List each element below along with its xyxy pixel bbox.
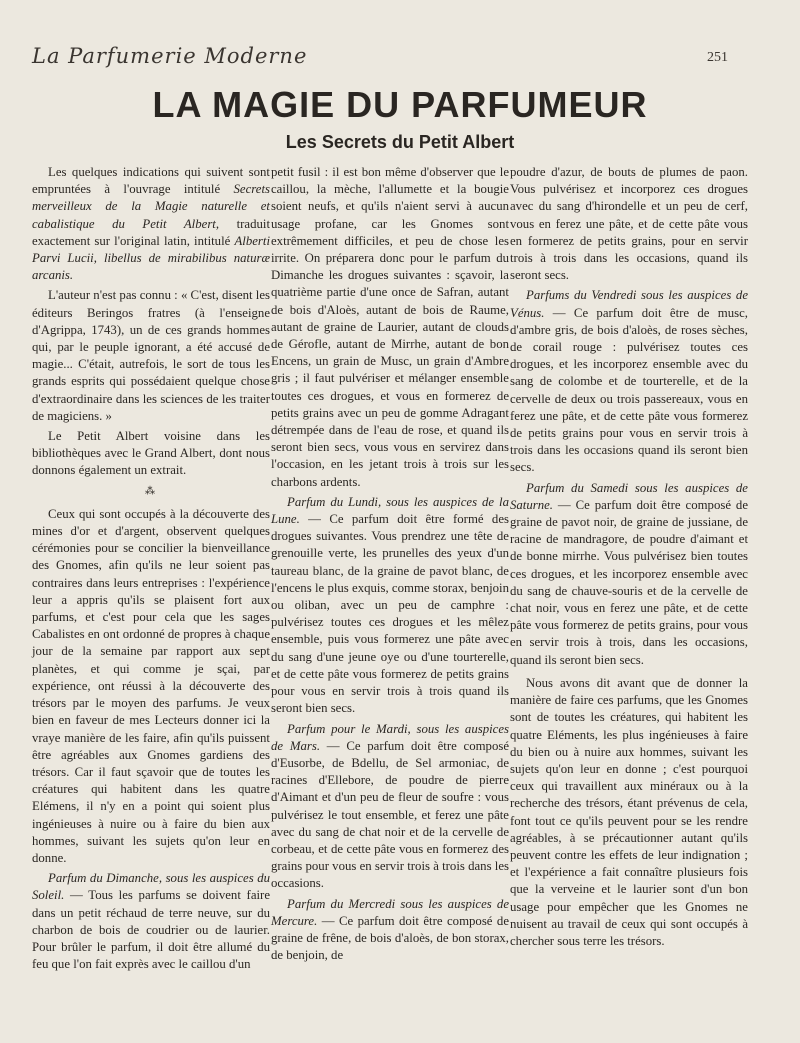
column-2 (271, 164, 509, 967)
paragraph-lead: Parfum du Dimanche, sous les auspices du Soleil. (32, 871, 270, 903)
article-title: LA MAGIE DU PARFUMEUR (152, 84, 648, 125)
text: — Ce parfum doit être composé de graine de frêne, de bois d'aloès, de bon storax, de benjoin, de (271, 913, 509, 963)
latin-title: Alberti Parvi Lucii, libellus de mirabilibus naturæ arcanis. (32, 233, 270, 283)
paragraph: L'auteur n'est pas connu : « C'est, disent les éditeurs Beringos fratres (à l'enseigne d'Agrippa, 1743), un de ces grands hommes qui, par le peuple ignorant, a été accusé de magie... C'était, autrefois, le sort de tous les grands esprits qui possédaient quelque chose d'extraordinaire dans les sciences de les traiter de magiciens. » (32, 288, 270, 423)
text: — Tous les parfums se doivent faire dans un petit réchaud de terre neuve, sur du charbon de bois de coudrier ou de laurier. Pour brûler le parfum, il doit être allumé du feu que l'on fait exprès avec le caillou d'un (32, 888, 270, 972)
article-subtitle: Les Secrets du Petit Albert (285, 132, 515, 152)
running-head: La Parfumerie Moderne (32, 44, 308, 68)
paragraph-lead: Parfum du Lundi, sous les auspices de la Lune. (271, 494, 509, 527)
paragraph: poudre d'azur, de bouts de plumes de paon. Vous pulvérisez et incorporez ces drogues avec du sang d'hirondelle et un peu de cerf, vous en ferez une pâte, et de cette pâte vous en formerez de petits grains, pour en servir trois à trois dans les occasions, quand ils seront secs. (510, 165, 748, 283)
text: Les quelques indications qui suivent sont empruntées à l'ouvrage intitulé (32, 165, 270, 197)
paragraph-lead: Parfum pour le Mardi, sous les auspices de Mars. (271, 721, 509, 753)
paragraph: petit fusil : il est bon même d'observer que le caillou, la mèche, l'allumette et la bougie soient neufs, et qu'ils n'aient servi à aucun usage profane, car les Gnomes sont extrêmement difficiles, et peu de chose les irrite. On préparera donc pour le parfum du Dimanche les drogues suivantes : sçavoir, la quatrième partie d'une once de Safran, autant de bois d'Aloès, autant de bois de Raume, autant de graine de Laurier, autant de clouds de Gérofle, autant de Mirrhe, autant de bon Encens, un grain de Musc, un grain d'Ambre gris ; il faut pulvériser et mélanger ensemble toutes ces drogues, et vous en formerez de petits grains avec un peu de gomme Adragant détrempée dans de l'eau de rose, et quand ils seront bien secs, vous vous en servirez dans l'occasion, en les jetant trois à trois sur les charbons ardents. (271, 165, 509, 489)
paragraph: Ceux qui sont occupés à la découverte des mines d'or et d'argent, observent quelques cérémonies pour se concilier la bienveillance des Gnomes, afin qu'ils ne leur soient pas contraires dans leurs entreprises : l'expérience leur a appris qu'ils se plaisent fort aux parfums, et c'est pour cela que les sages Cabalistes en ont ordonné de propres à chaque jour de la semaine par rapport aux sept planètes, et qui comme je sçai, par expérience, ont réussi à la découverte des trésors par le moyen des parfums. Je veux bien en faveur de mes Lecteurs donner ici la vraye manière de les faire, afin qu'ils puissent être agréables aux Gnomes gardiens des trésors. Car il faut sçavoir que de toutes les créatures qui habitent dans les quatre Elémens, il n'y en a point qui soient plus ingénieuses à nuire ou à faire du bien aux hommes, suivant les sujets qu'on leur en donne. (32, 506, 270, 865)
paragraph (510, 480, 748, 669)
section-separator: ⁂ (145, 485, 157, 497)
text: — Ce parfum doit être formé des drogues suivantes. Vous prendrez une tête de grenouille verte, les prunelles des yeux d'un taureau blanc, de la graine de pavot blanc, de l'encens le plus exquis, comme storax, benjoin ou oliban, avec un peu de camphre : pulvérisez toutes ces drogues et les mêlez ensemble, puis vous formerez une pâte avec du sang d'une jeune oye ou d'une tourterelle, et de cette pâte vous formerez de petits grains pour vous en servir trois à trois quand ils seront bien secs. (271, 512, 509, 716)
paragraph: Nous avons dit avant que de donner la manière de faire ces parfums, que les Gnomes sont de toutes les créatures, qui habitent les quatre Eléments, les plus ingénieuses à faire du bien ou à nuire aux hommes, suivant les sujets qu'on leur en donne ; c'est pourquoi ceux qui travaillent aux minéraux ou à la recherche des trésors, étant prévenus de cela, font tout ce qu'ils peuvent pour se les rendre agréables, à se précautionner autant qu'ils peuvent contre les effets de leur indignation ; et l'expérience a fait connaître plusieurs fois que la verveine et le laurier sont d'un bon usage pour empêcher que les Gnomes ne nuisent au travail de ceux qui sont occupés à chercher sous terre les trésors. (510, 675, 748, 948)
column-3 (510, 164, 748, 953)
paragraph (271, 494, 509, 718)
paragraph-lead: Parfum du Samedi sous les auspices de Saturne. (510, 480, 748, 512)
text: — Ce parfum doit être de musc, d'ambre gris, de bois d'aloès, de roses sèches, de corail rouge : pulvérisez toutes ces drogues, et les incorporez ensemble avec du sang de colombe et de tourterelle, et de la cervelle de deux ou trois passereaux, vous en ferez une pâte, et de cette pâte vous formerez de petits grains pour vous en servir trois à trois dans les occasions quand ils seront bien secs. (510, 305, 748, 475)
text: — Ce parfum doit être composé d'Eusorbe, de Bdellu, de Sel armoniac, de racines d'Ellebore, de poudre de pierre d'Aimant et d'un peu de fleur de soufre : vous pulvérisez le tout ensemble, et ferez une pâte avec du sang de chat noir et de la cervelle de corbeau, et de cette pâte vous en formerez des grains pour vous en servir trois à trois dans les occasions. (271, 738, 510, 891)
paragraph-lead: Parfum du Mercredi sous les auspices de Mercure. (271, 896, 509, 928)
text: — Ce parfum doit être composé de graine de pavot noir, de graine de jussiane, de racine de mandragore, de poudre d'aimant et de bonne mirrhe. Vous pulvérisez bien toutes ces drogues, et les incorporez ensemble avec du sang de chauve-souris et de la cervelle de chat noir, vous en ferez une pâte, et de cette pâte vous formerez de petits grains, pour vous en servir trois à trois, dans les occasions, quand ils seront bien secs. (510, 497, 748, 667)
paragraph (32, 164, 270, 284)
paragraph (271, 896, 509, 965)
paragraph (510, 287, 748, 476)
page-number: 251 (707, 50, 728, 65)
paragraph (32, 870, 270, 973)
text: traduit exactement sur l'original latin, intitulé (32, 216, 270, 248)
column-1 (32, 164, 270, 976)
paragraph (271, 721, 509, 893)
book-title: Secrets merveilleux de la Magie naturelle et cabalistique du Petit Albert, (32, 182, 270, 231)
paragraph: Le Petit Albert voisine dans les bibliothèques avec le Grand Albert, dont nous donnons également un extrait. (32, 429, 270, 478)
paragraph-lead: Parfums du Vendredi sous les auspices de Vénus. (510, 288, 748, 320)
